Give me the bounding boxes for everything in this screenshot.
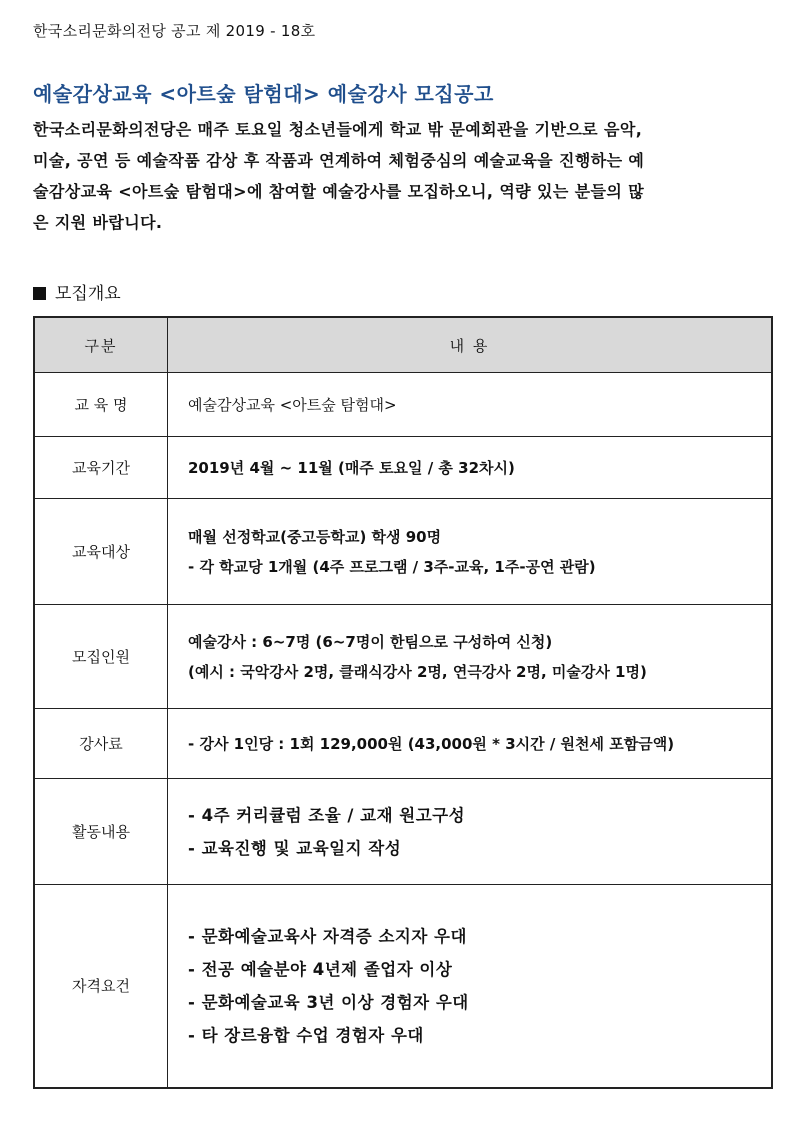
table-row: [34, 499, 772, 605]
table-row: [34, 709, 772, 779]
section-heading: [33, 279, 121, 304]
value-line: - 4주 커리큘럼 조율 / 교재 원고구성: [188, 805, 466, 825]
intro-line: 은 지원 바랍니다.: [33, 213, 163, 232]
row-label-program-name: 교 육 명: [34, 373, 168, 437]
table-row: [34, 605, 772, 709]
value-line: 예술감상교육 <아트숲 탐험대>: [188, 395, 397, 414]
row-label-recruit-count: 모집인원: [34, 605, 168, 709]
value-line: 매월 선정학교(중고등학교) 학생 90명: [188, 527, 442, 546]
intro-line: 한국소리문화의전당은 매주 토요일 청소년들에게 학교 밖 문예회관을 기반으로 음악,: [33, 120, 643, 139]
row-value-program-name: [168, 373, 773, 437]
row-label-period: 교육기간: [34, 437, 168, 499]
table-row: [34, 779, 772, 885]
table-row: [34, 885, 772, 1088]
row-value-activities: [168, 779, 773, 885]
row-value-recruit-count: [168, 605, 773, 709]
table-header-row: [34, 317, 772, 373]
value-line: 예술강사 : 6~7명 (6~7명이 한팀으로 구성하여 신청): [188, 632, 553, 651]
value-line: - 강사 1인당 : 1회 129,000원 (43,000원 * 3시간 / 원천세 포함금액): [188, 734, 675, 753]
row-value-fee: [168, 709, 773, 779]
row-label-fee: 강사료: [34, 709, 168, 779]
document-title: 예술감상교육 <아트숲 탐험대> 예술강사 모집공고: [33, 82, 494, 106]
table-row: [34, 373, 772, 437]
square-bullet-icon: [33, 287, 46, 300]
value-line: (예시 : 국악강사 2명, 클래식강사 2명, 연극강사 2명, 미술강사 1명): [188, 662, 647, 681]
value-line: - 타 장르융합 수업 경험자 우대: [188, 1025, 424, 1045]
section-title: 모집개요: [55, 284, 121, 304]
column-header-category: 구분: [34, 317, 168, 373]
intro-line: 술감상교육 <아트숲 탐험대>에 참여할 예술강사를 모집하오니, 역량 있는 분들의 많: [33, 182, 645, 201]
column-header-content: 내 용: [168, 317, 773, 373]
intro-line: 미술, 공연 등 예술작품 감상 후 작품과 연계하여 체험중심의 예술교육을 진행하는 예: [33, 151, 645, 170]
notice-number: 한국소리문화의전당 공고 제 2019 - 18호: [33, 22, 316, 40]
row-label-target: 교육대상: [34, 499, 168, 605]
row-label-qualifications: 자격요건: [34, 885, 168, 1088]
value-line: - 전공 예술분야 4년제 졸업자 이상: [188, 959, 453, 979]
value-line: - 각 학교당 1개월 (4주 프로그램 / 3주-교육, 1주-공연 관람): [188, 557, 596, 576]
value-line: 2019년 4월 ~ 11월 (매주 토요일 / 총 32차시): [188, 458, 515, 477]
value-line: - 문화예술교육 3년 이상 경험자 우대: [188, 992, 469, 1012]
table-row: [34, 437, 772, 499]
value-line: - 교육진행 및 교육일지 작성: [188, 838, 402, 858]
recruitment-summary-table: [33, 316, 773, 1089]
value-line: - 문화예술교육사 자격증 소지자 우대: [188, 926, 467, 946]
row-value-period: [168, 437, 773, 499]
intro-paragraph: [33, 114, 763, 238]
row-value-qualifications: [168, 885, 773, 1088]
row-label-activities: 활동내용: [34, 779, 168, 885]
row-value-target: [168, 499, 773, 605]
